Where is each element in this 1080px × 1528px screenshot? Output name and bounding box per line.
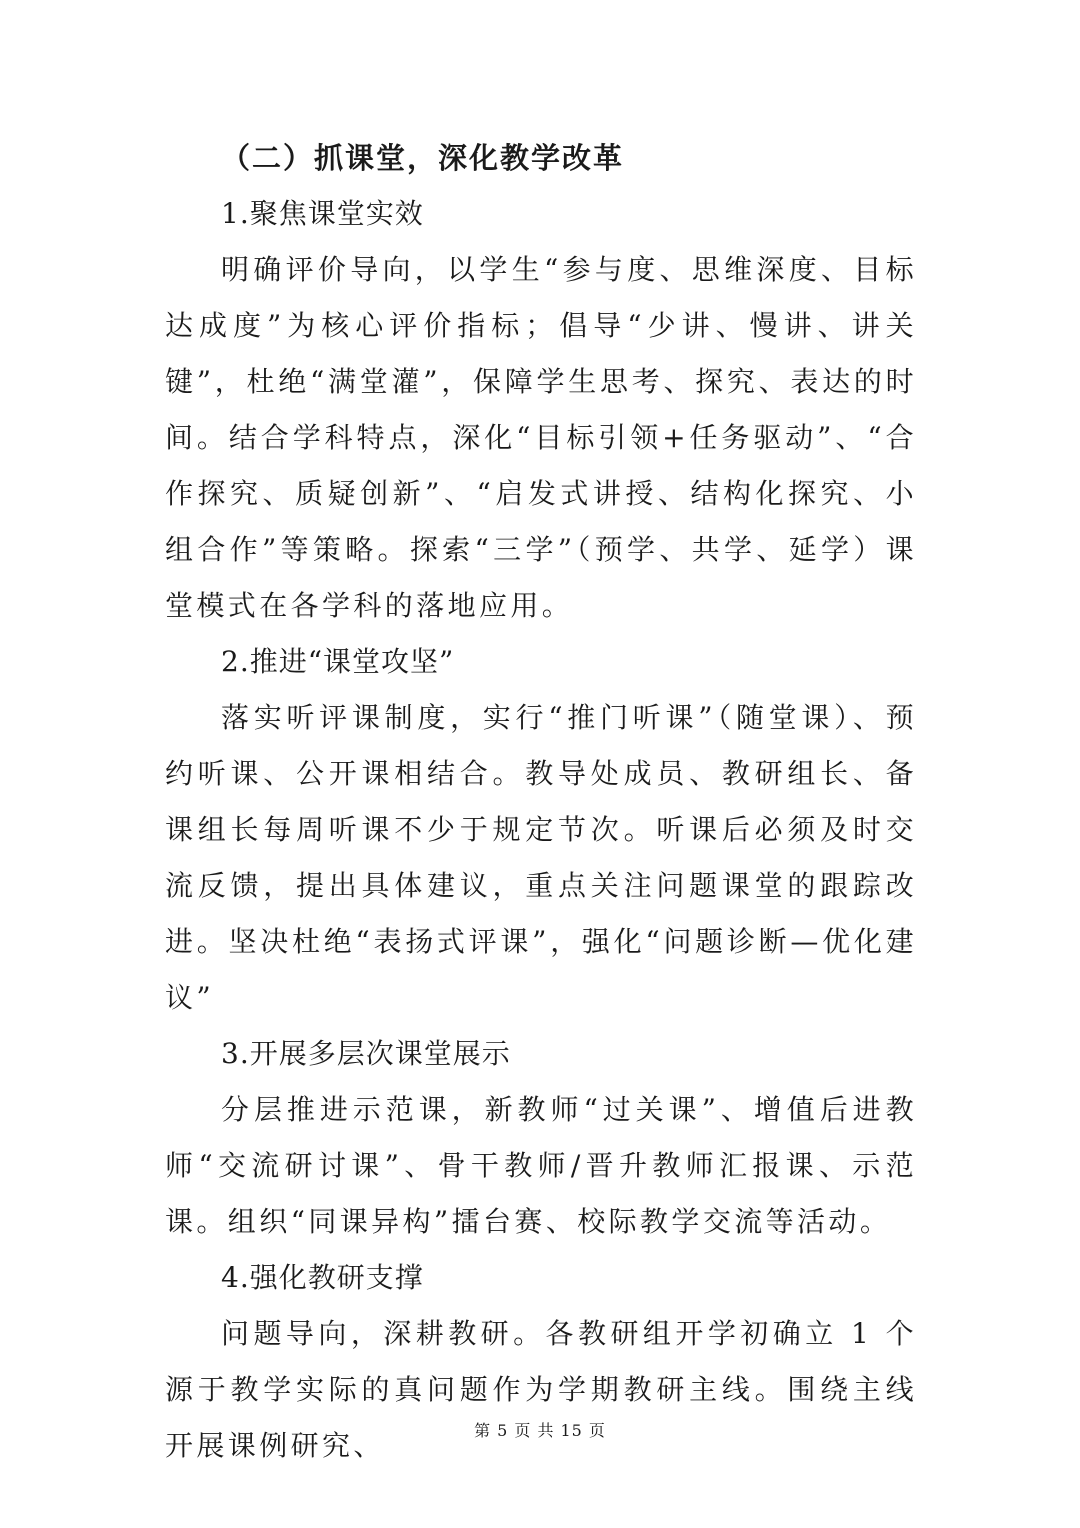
page-content (165, 130, 917, 1474)
item-body-1: 明确评价导向，以学生“参与度、思维深度、目标达成度”为核心评价指标；倡导“少讲、慢讲、讲关键”，杜绝“满堂灌”，保障学生思考、探究、表达的时间。结合学科特点，深化“目标引领+任务驱动”、“合作探究、质疑创新”、“启发式讲授、结构化探究、小组合作”等策略。探索“三学”（预学、共学、延学）课堂模式在各学科的落地应用。 (165, 253, 917, 622)
item-body-3: 分层推进示范课，新教师“过关课”、增值后进教师“交流研讨课”、骨干教师/晋升教师汇报课、示范课。组织“同课异构”擂台赛、校际教学交流等活动。 (165, 1093, 917, 1238)
footer-suffix: 页 (588, 1421, 606, 1440)
footer-prefix: 第 (474, 1421, 492, 1440)
item-body-2: 落实听评课制度，实行“推门听课”（随堂课）、预约听课、公开课相结合。教导处成员、教研组长、备课组长每周听课不少于规定节次。听课后必须及时交流反馈，提出具体建议，重点关注问题课堂的跟踪改进。坚决杜绝“表扬式评课”，强化“问题诊断—优化建议” (165, 701, 917, 1014)
footer-page-number: 5 (497, 1421, 509, 1440)
page-footer (0, 1418, 1080, 1441)
footer-mid: 页 共 (514, 1421, 555, 1440)
section-title: （二）抓课堂，深化教学改革 (221, 141, 625, 175)
item-heading-3: 3.开展多层次课堂展示 (221, 1037, 511, 1070)
item-body-4: 问题导向，深耕教研。各教研组开学初确立 1 个源于教学实际的真问题作为学期教研主线。围绕主线开展课例研究、 (165, 1317, 917, 1462)
item-heading-2: 2.推进“课堂攻坚” (221, 645, 455, 678)
item-heading-1: 1.聚焦课堂实效 (221, 197, 424, 230)
item-heading-4: 4.强化教研支撑 (221, 1261, 424, 1294)
footer-total-pages: 15 (560, 1421, 583, 1440)
